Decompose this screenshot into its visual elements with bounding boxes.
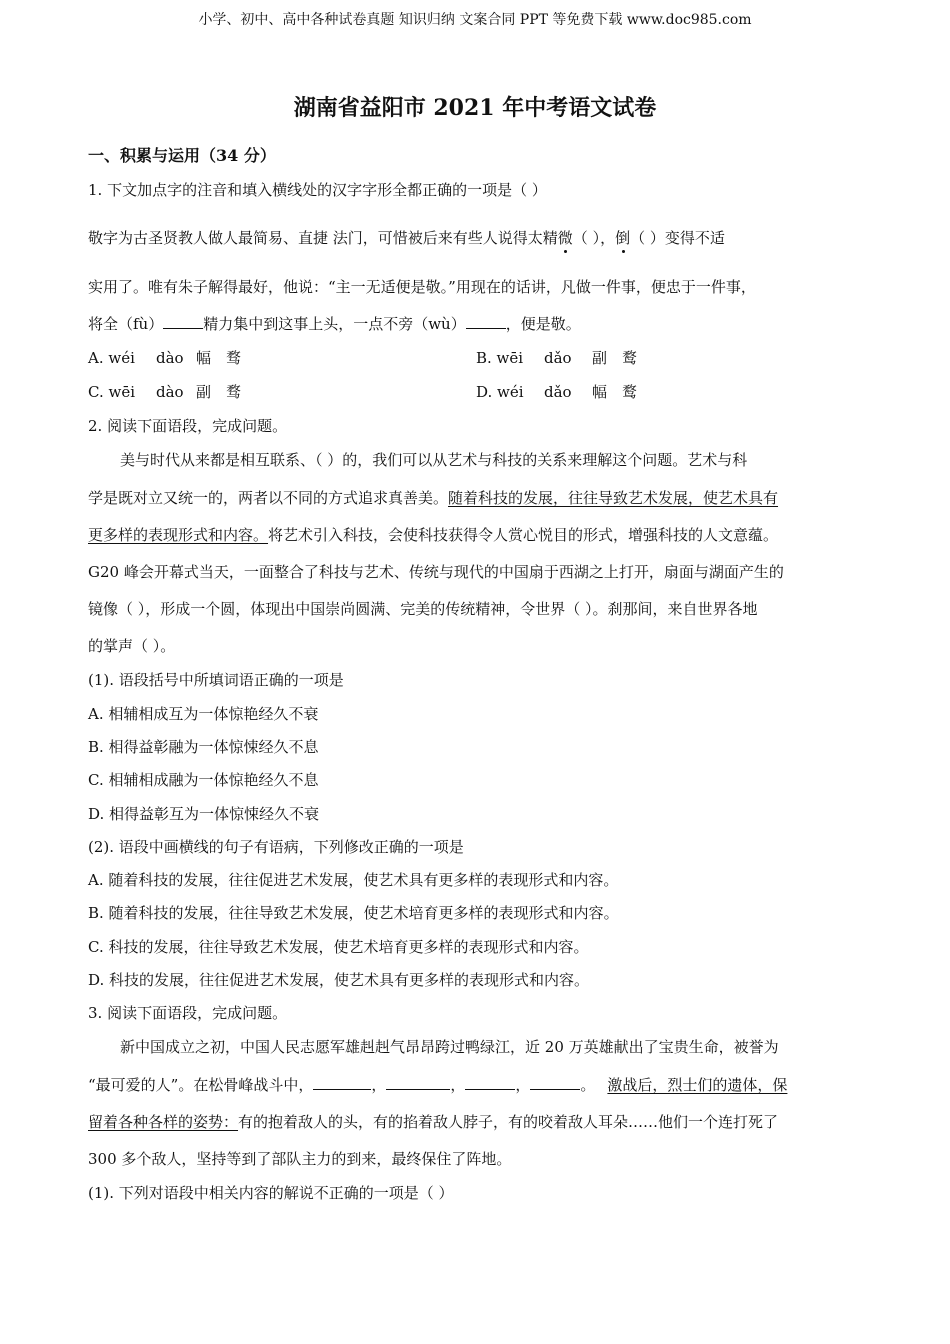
q2-sub2-option-d[interactable]: D. 科技的发展，往往促进艺术发展，使艺术具有更多样的表现形式和内容。: [88, 971, 590, 989]
q3-passage-text: “最可爱的人”。在松骨峰战斗中，: [88, 1076, 314, 1094]
q2-sub1-option-c[interactable]: C. 相辅相成融为一体惊艳经久不息: [88, 771, 319, 789]
q3-passage-line2: [88, 1075, 787, 1095]
q2-passage-line4: G20 峰会开幕式当天，一面整合了科技与艺术、传统与现代的中国扇于西湖之上打开，扇面与湖面产生的: [88, 563, 784, 581]
section-heading: 一、积累与运用（34 分）: [88, 146, 276, 165]
q2-sub1-option-d[interactable]: D. 相得益彰互为一体惊悚经久不衰: [88, 805, 320, 823]
q1-passage-text: 精力集中到这事上头，一点不旁（wù）: [203, 315, 466, 333]
answer-blank[interactable]: [313, 1075, 371, 1090]
option-char: 鹜: [622, 349, 638, 367]
option-char: 副: [196, 383, 212, 401]
q2-sub1-stem: (1). 语段括号中所填词语正确的一项是: [88, 671, 344, 689]
q1-passage-text: 将全（fù）: [88, 315, 164, 333]
dotted-char: 微: [557, 229, 573, 247]
option-pinyin: dǎo: [544, 383, 572, 401]
q1-option-a[interactable]: [88, 348, 241, 368]
q3-passage-line3: [88, 1112, 778, 1132]
q2-passage-line1: 美与时代从来都是相互联系、（ ）的，我们可以从艺术与科技的关系来理解这个问题。艺术与科: [120, 451, 748, 469]
answer-blank[interactable]: [466, 314, 506, 329]
q1-passage-text: ，便是敬。: [505, 315, 581, 333]
q2-sub1-option-b[interactable]: B. 相得益彰融为一体惊悚经久不息: [88, 738, 319, 756]
q3-passage-text: 。: [580, 1076, 596, 1094]
option-pinyin: dǎo: [544, 349, 572, 367]
option-pinyin: dào: [156, 383, 184, 401]
option-char: 骛: [226, 383, 242, 401]
option-char: 幅: [592, 383, 608, 401]
option-pinyin: dào: [156, 349, 184, 367]
q2-passage-line2: [88, 488, 778, 508]
option-char: 骛: [226, 349, 242, 367]
q1-passage-line3: [88, 314, 581, 334]
q2-sub2-option-b[interactable]: B. 随着科技的发展，往往导致艺术发展，使艺术培育更多样的表现形式和内容。: [88, 904, 619, 922]
q2-sub2-stem: (2). 语段中画横线的句子有语病，下列修改正确的一项是: [88, 838, 464, 856]
underlined-sentence: 更多样的表现形式和内容。: [88, 526, 269, 544]
underlined-sentence: 激战后，烈士们的遗体，保: [607, 1076, 788, 1094]
q1-option-b[interactable]: [476, 348, 637, 368]
option-char: 副: [592, 349, 608, 367]
dotted-char: 倒: [615, 229, 631, 247]
q3-passage-text: 有的抱着敌人的头，有的掐着敌人脖子，有的咬着敌人耳朵……他们一个连打死了: [238, 1113, 779, 1131]
answer-blank[interactable]: [163, 314, 203, 329]
q2-passage-line5: 镜像（ ），形成一个圆，体现出中国崇尚圆满、完美的传统精神，令世界（ ）。刹那间，来自世界各地: [88, 600, 758, 618]
exam-title: 湖南省益阳市 2021 年中考语文试卷: [293, 95, 657, 121]
q2-passage-line6: 的掌声（ ）。: [88, 637, 176, 655]
q3-passage-line4: 300 多个敌人，坚持等到了部队主力的到来，最终保住了阵地。: [88, 1150, 512, 1168]
q2-sub1-option-a[interactable]: A. 相辅相成互为一体惊艳经久不衰: [88, 705, 319, 723]
q2-passage-line3: [88, 525, 778, 545]
option-char: 鹜: [622, 383, 638, 401]
q3-passage-line1: 新中国成立之初，中国人民志愿军雄赳赳气昂昂跨过鸭绿江，近 20 万英雄献出了宝贵生命，被誉为: [120, 1038, 779, 1056]
option-char: 幅: [196, 349, 212, 367]
q1-passage-line2: 实用了。唯有朱子解得最好，他说：“主一无适便是敬。”用现在的话讲，凡做一件事，便忠于一件事，: [88, 278, 756, 296]
q3-passage-text: ，: [515, 1076, 531, 1094]
q3-stem: 3. 阅读下面语段，完成问题。: [88, 1004, 288, 1022]
q2-stem: 2. 阅读下面语段，完成问题。: [88, 417, 288, 435]
q2-sub2-option-c[interactable]: C. 科技的发展，往往导致艺术发展，使艺术培育更多样的表现形式和内容。: [88, 938, 589, 956]
option-key: A. wéi: [88, 349, 135, 367]
q3-passage-text: ，: [371, 1076, 387, 1094]
option-key: B. wēi: [476, 349, 524, 367]
q1-passage-line1: [88, 228, 725, 248]
q1-passage-text: 敬字为古圣贤教人做人最简易、直捷 法门，可惜被后来有些人说得太精: [88, 229, 558, 247]
q1-option-d[interactable]: [476, 382, 637, 402]
q2-passage-text: 学是既对立又统一的，两者以不同的方式追求真善美。: [88, 489, 449, 507]
q2-passage-text: 将艺术引入科技，会使科技获得令人赏心悦目的形式，增强科技的人文意蕴。: [268, 526, 779, 544]
underlined-sentence: 留着各种各样的姿势：: [88, 1113, 239, 1131]
page-header: 小学、初中、高中各种试卷真题 知识归纳 文案合同 PPT 等免费下载 www.doc985.com: [198, 12, 752, 28]
answer-blank[interactable]: [386, 1075, 450, 1090]
q1-passage-text: （ ），: [572, 229, 616, 247]
q1-stem: 1. 下文加点字的注音和填入横线处的汉字字形全都正确的一项是（ ）: [88, 181, 547, 199]
option-key: C. wēi: [88, 383, 135, 401]
answer-blank[interactable]: [530, 1075, 580, 1090]
q1-option-c[interactable]: [88, 382, 241, 402]
q2-sub2-option-a[interactable]: A. 随着科技的发展，往往促进艺术发展，使艺术具有更多样的表现形式和内容。: [88, 871, 619, 889]
underlined-sentence: 随着科技的发展，往往导致艺术发展，使艺术具有: [448, 489, 779, 507]
q1-passage-text: （ ）变得不适: [630, 229, 725, 247]
q3-passage-text: ，: [450, 1076, 466, 1094]
option-key: D. wéi: [476, 383, 524, 401]
answer-blank[interactable]: [465, 1075, 515, 1090]
q3-sub1-stem: (1). 下列对语段中相关内容的解说不正确的一项是（ ）: [88, 1184, 454, 1202]
